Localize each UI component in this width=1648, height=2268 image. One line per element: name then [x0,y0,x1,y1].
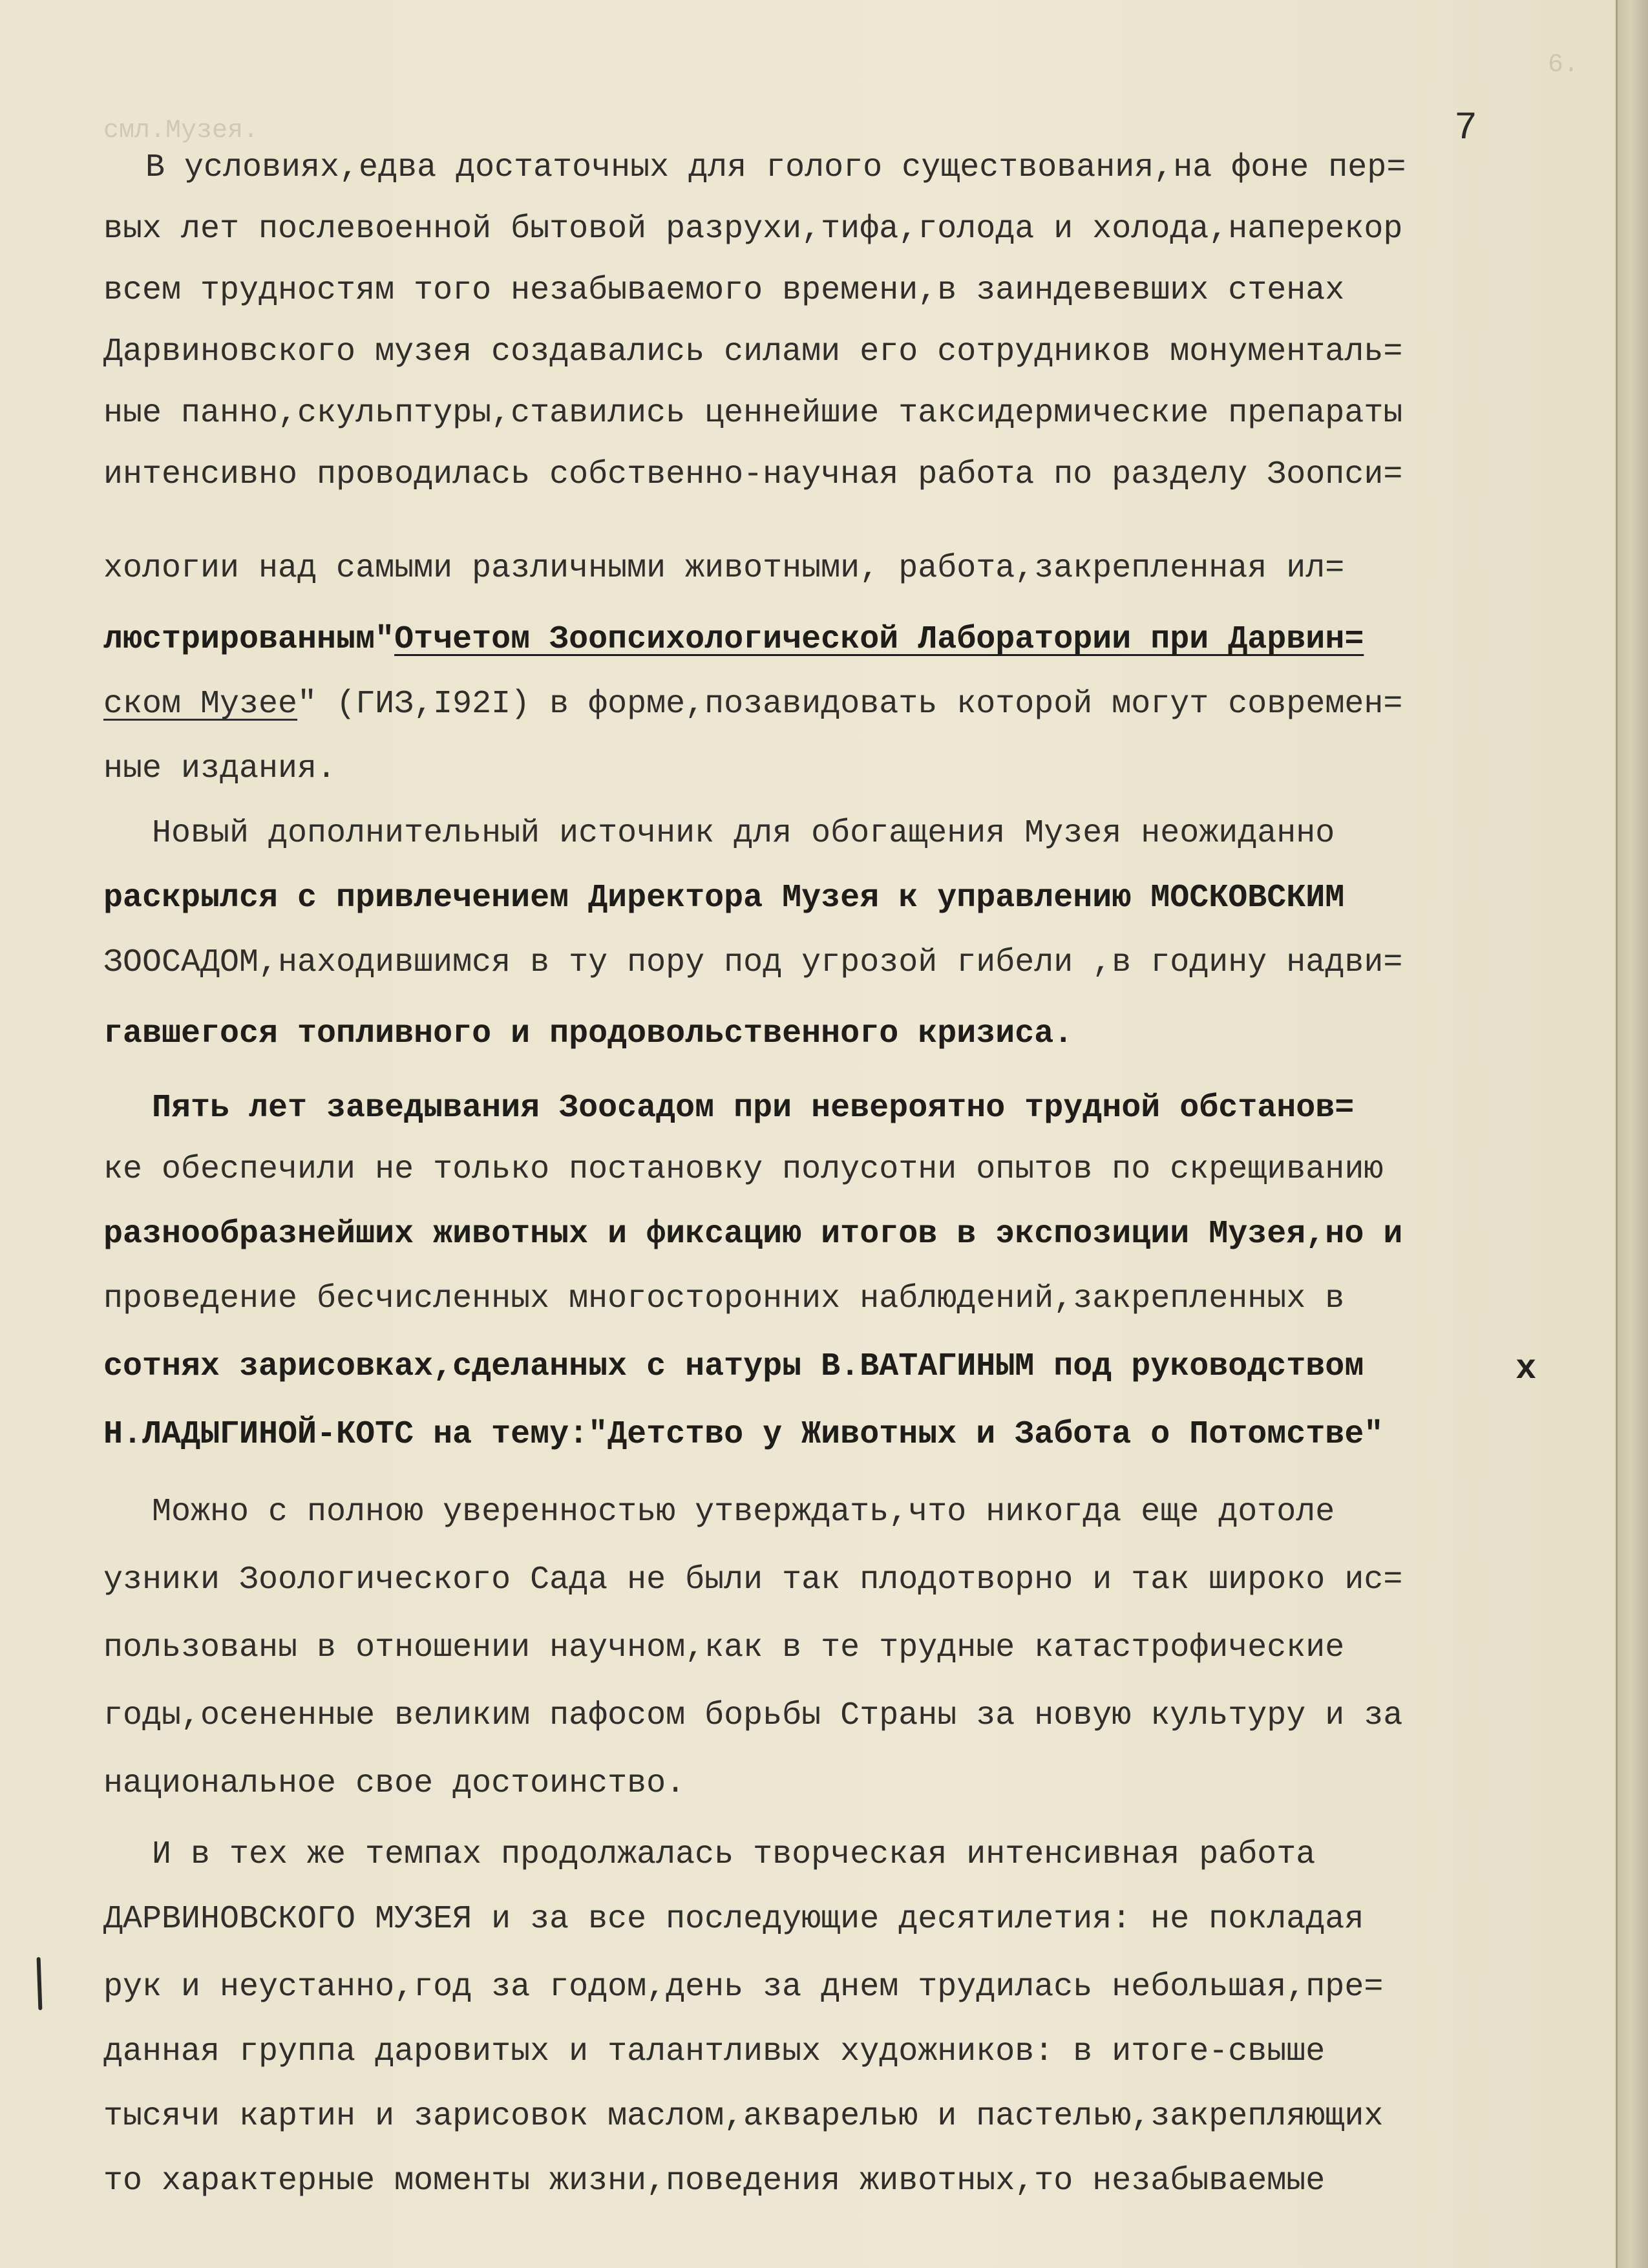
text-line: интенсивно проводилась собственно-научная работа по разделу Зоопси= [103,456,1403,493]
bleed-through-page-number: 6. [1548,50,1579,79]
text-line-with-title [103,617,1364,662]
report-title-underlined: ском Музее [103,686,298,723]
text-line: В условиях,едва достаточных для голого существования,на фоне пер= [145,149,1406,186]
text-line: узники Зоологического Сада не были так плодотворно и так широко ис= [103,1562,1403,1598]
text-line: Новый дополнительный источник для обогащения Музея неожиданно [152,815,1335,852]
text-fragment: люстрированным" [103,621,395,658]
text-line: рук и неустанно,год за годом,день за днем трудилась небольшая,пре= [103,1969,1384,2006]
text-line: Н.ЛАДЫГИНОЙ-КОТС на тему:"Детство у Животных и Забота о Потомстве" [103,1416,1384,1453]
handwritten-x-mark: х [1516,1350,1537,1389]
text-line: тысячи картин и зарисовок маслом,акварелью и пастелью,закрепляющих [103,2098,1384,2135]
text-line: Можно с полною уверенностью утверждать,что никогда еще дотоле [152,1494,1335,1531]
text-line: хологии над самыми различными животными, работа,закрепленная ил= [103,550,1345,587]
text-line: ные панно,скульптуры,ставились ценнейшие таксидермические препараты [103,395,1403,432]
text-line: сотнях зарисовках,сделанных с натуры В.ВАТАГИНЫМ под руководством [103,1348,1364,1385]
text-line: ЗООСАДОМ,находившимся в ту пору под угрозой гибели ,в годину надви= [103,944,1403,981]
text-line: раскрылся с привлечением Директора Музея к управлению МОСКОВСКИМ [103,880,1345,917]
text-line-with-title [103,682,1402,727]
page-edge [1616,0,1648,2268]
text-line: пользованы в отношении научном,как в те трудные катастрофические [103,1629,1345,1666]
text-line: Дарвиновского музея создавались силами его сотрудников монументаль= [103,334,1403,370]
text-line: Пять лет заведывания Зоосадом при невероятно трудной обстанов= [152,1090,1355,1127]
text-line: национальное свое достоинство. [103,1765,686,1802]
text-line: гавшегося топливного и продовольственного кризиса. [103,1015,1073,1052]
text-line: И в тех же темпах продолжалась творческая интенсивная работа [152,1836,1316,1873]
text-line: разнообразнейших животных и фиксацию итогов в экспозиции Музея,но и [103,1216,1403,1253]
text-line: вых лет послевоенной бытовой разрухи,тифа,голода и холода,наперекор [103,211,1403,248]
text-line: ДАРВИНОВСКОГО МУЗЕЯ и за все последующие десятилетия: не покладая [103,1901,1364,1938]
text-line: годы,осененные великим пафосом борьбы Страны за новую культуру и за [103,1697,1403,1734]
report-title-underlined: Отчетом Зоопсихологической Лаборатории при Дарвин= [394,621,1364,658]
text-fragment: " (ГИЗ,I92I) в форме,позавидовать которой могут современ= [297,686,1403,723]
text-line: то характерные моменты жизни,поведения животных,то незабываемые [103,2163,1326,2199]
text-line: проведение бесчисленных многосторонних наблюдений,закрепленных в [103,1280,1345,1317]
page-number: 7 [1454,107,1478,151]
text-line: ке обеспечили не только постановку полусотни опытов по скрещиванию [103,1151,1384,1188]
text-line: всем трудностям того незабываемого времени,в заиндевевших стенах [103,272,1345,309]
text-line: данная группа даровитых и талантливых художников: в итоге-свыше [103,2033,1326,2070]
bleed-through-text: смл.Музея. [103,116,259,145]
text-line: ные издания. [103,750,337,787]
